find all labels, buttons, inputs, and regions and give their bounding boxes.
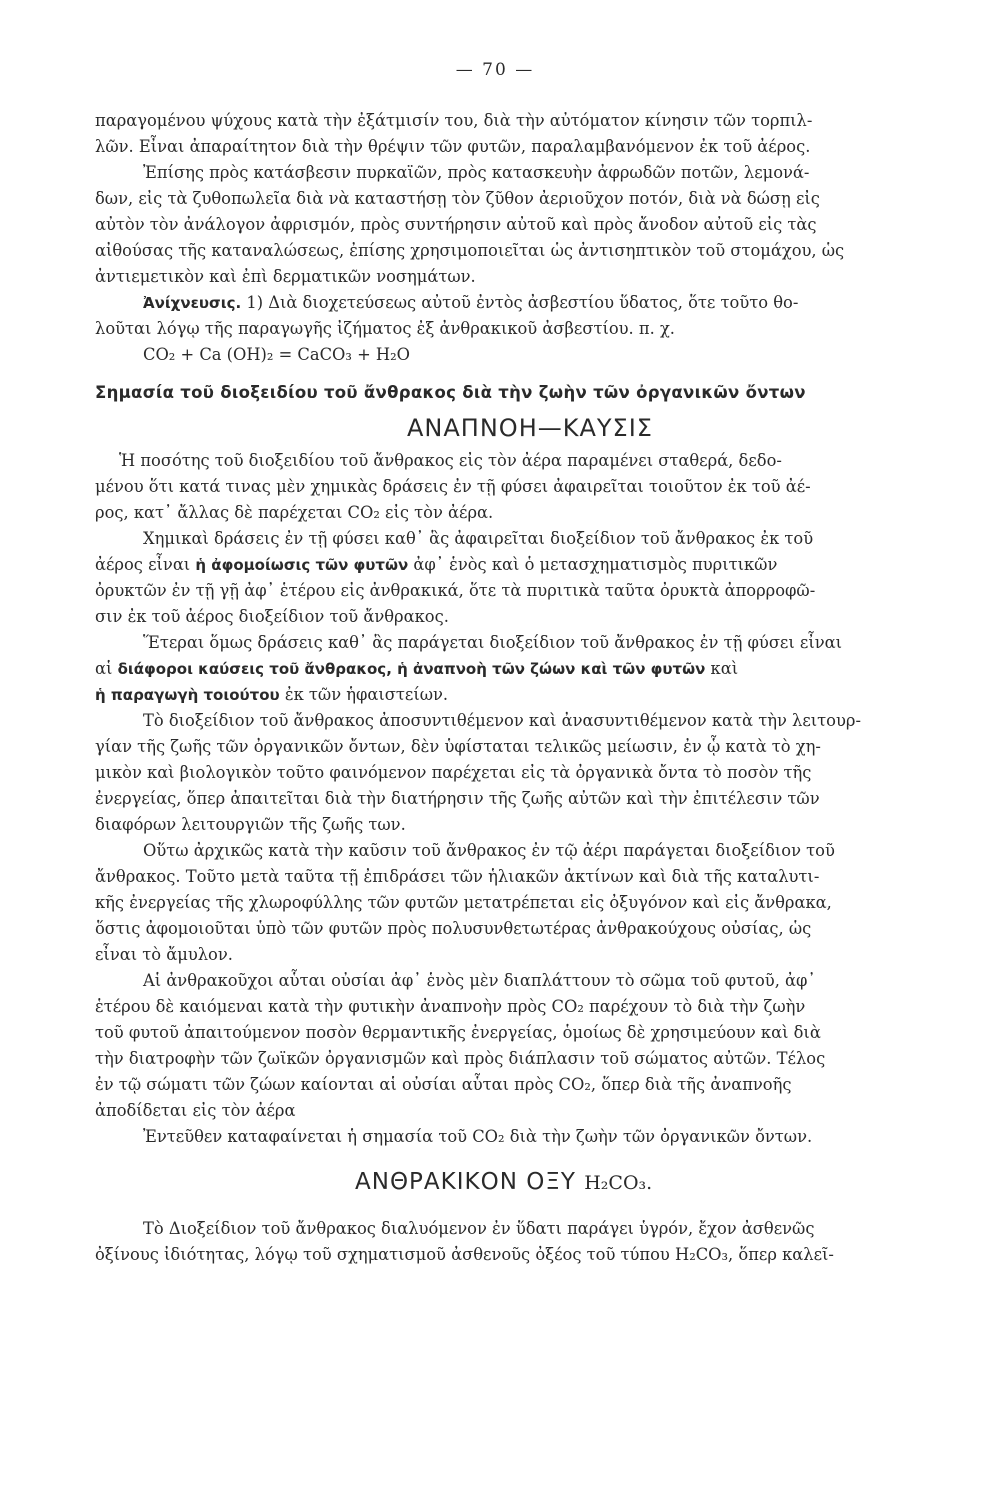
text-line: ἑτέρου δὲ καιόμεναι κατὰ τὴν φυτικὴν ἀναπνοὴν πρὸς CO₂ παρέχουν τὸ διὰ τὴν ζωὴν	[95, 997, 806, 1016]
text-line: γίαν τῆς ζωῆς τῶν ὀργανικῶν ὄντων, δὲν ὑφίσταται τελικῶς μείωσιν, ἐν ᾧ κατὰ τὸ χη-	[95, 737, 821, 756]
text-line: ὀξίνους ἰδιότητας, λόγῳ τοῦ σχηματισμοῦ ἀσθενοῦς ὀξέος τοῦ τύπου H₂CO₃, ὅπερ καλεῖ-	[95, 1245, 834, 1264]
text-line: ἀντιεμετικὸν καὶ ἐπὶ δερματικῶν νοσημάτων.	[95, 267, 476, 286]
chemical-equation: CO₂ + Ca (OH)₂ = CaCO₃ + H₂O	[143, 345, 410, 364]
text-line	[95, 656, 965, 682]
text-line: Ἐντεῦθεν καταφαίνεται ἡ σημασία τοῦ CO₂ διὰ τὴν ζωὴν τῶν ὀργανικῶν ὄντων.	[143, 1127, 813, 1146]
section-title: ΑΝΑΠΝΟΗ—ΚΑΥΣΙΣ	[407, 414, 653, 442]
section-heading: Σημασία τοῦ διοξειδίου τοῦ ἄνθρακος διὰ τὴν ζωὴν τῶν ὀργανικῶν ὄντων	[95, 383, 806, 402]
detection-line	[95, 290, 965, 316]
emphasis-production: ἡ παραγωγὴ τοιούτου	[95, 686, 280, 704]
body-text	[95, 108, 965, 1268]
text-line: ὀρυκτῶν ἐν τῇ γῇ ἀφ᾽ ἑτέρου εἰς ἀνθρακικά, ὅτε τὰ πυριτικὰ ταῦτα ὀρυκτὰ ἀπορροφῶ-	[95, 581, 816, 600]
text-line: ἄνθρακος. Τοῦτο μετὰ ταῦτα τῇ ἐπιδράσει τῶν ἡλιακῶν ἀκτίνων καὶ διὰ τῆς καταλυτι-	[95, 867, 820, 886]
text-line: μένου ὅτι κατά τινας μὲν χημικὰς δράσεις ἐν τῇ φύσει ἀφαιρεῖται τοιοῦτον ἐκ τοῦ ἀέ-	[95, 477, 811, 496]
title-formula: H₂CO₃.	[584, 1172, 653, 1194]
text-line: τοῦ φυτοῦ ἀπαιτούμενον ποσὸν θερμαντικῆς ἐνεργείας, ὁμοίως δὲ χρησιμεύουν καὶ διὰ	[95, 1023, 821, 1042]
text-span: ἐκ τῶν ἡφαιστείων.	[279, 685, 449, 704]
carbonic-acid-title	[95, 1150, 965, 1202]
text-span: ἀέρος εἶναι	[95, 555, 196, 574]
text-line: Ἕτεραι ὅμως δράσεις καθ᾽ ἃς παράγεται διοξείδιον τοῦ ἄνθρακος ἐν τῇ φύσει εἶναι	[143, 633, 843, 652]
detection-text: 1) Διὰ διοχετεύσεως αὐτοῦ ἐντὸς ἀσβεστίου ὕδατος, ὅτε τοῦτο θο-	[241, 293, 799, 312]
text-line: Τὸ διοξείδιον τοῦ ἄνθρακος ἀποσυντιθέμενον καὶ ἀνασυντιθέμενον κατὰ τὴν λειτουρ-	[143, 711, 861, 730]
emphasis-assimilation: ἡ ἀφομοίωσις τῶν φυτῶν	[195, 556, 409, 574]
text-line: Τὸ Διοξείδιον τοῦ ἄνθρακος διαλυόμενον ἐν ὕδατι παράγει ὑγρόν, ἔχον ἀσθενῶς	[143, 1219, 815, 1238]
text-line: διαφόρων λειτουργιῶν τῆς ζωῆς των.	[95, 815, 406, 834]
text-line: εἶναι τὸ ἄμυλον.	[95, 945, 233, 964]
text-line	[95, 682, 965, 708]
text-line: δων, εἰς τὰ ζυθοπωλεῖα διὰ νὰ καταστήσῃ τὸν ζῦθον ἀεριοῦχον ποτόν, διὰ νὰ δώσῃ εἰς	[95, 189, 820, 208]
text-line: ἀποδίδεται εἰς τὸν ἀέρα	[95, 1101, 296, 1120]
text-line: ἐνεργείας, ὅπερ ἀπαιτεῖται διὰ τὴν διατήρησιν τῆς ζωῆς αὐτῶν καὶ τὴν ἐπιτέλεσιν τῶν	[95, 789, 820, 808]
text-span: ἀφ᾽ ἑνὸς καὶ ὁ μετασχηματισμὸς πυριτικῶν	[408, 555, 778, 574]
text-line: ρος, κατ᾽ ἄλλας δὲ παρέχεται CO₂ εἰς τὸν ἀέρα.	[95, 503, 494, 522]
text-line: Ἡ ποσότης τοῦ διοξειδίου τοῦ ἄνθρακος εἰς τὸν ἀέρα παραμένει σταθερά, δεδο-	[119, 451, 782, 470]
text-line: Ἐπίσης πρὸς κατάσβεσιν πυρκαϊῶν, πρὸς κατασκευὴν ἀφρωδῶν ποτῶν, λεμονά-	[143, 163, 810, 182]
text-line: Οὕτω ἀρχικῶς κατὰ τὴν καῦσιν τοῦ ἄνθρακος ἐν τῷ ἀέρι παράγεται διοξείδιον τοῦ	[143, 841, 835, 860]
title-text: ΑΝΘΡΑΚΙΚΟΝ ΟΞΥ	[355, 1169, 576, 1195]
text-line: αἰθούσας τῆς καταναλώσεως, ἐπίσης χρησιμοποιεῖται ὡς ἀντισηπτικὸν τοῦ στομάχου, ὡς	[95, 241, 845, 260]
text-line: λοῦται λόγῳ τῆς παραγωγῆς ἰζήματος ἐξ ἀνθρακικοῦ ἀσβεστίου. π. χ.	[95, 319, 675, 338]
emphasis-combustion: διάφοροι καύσεις τοῦ ἄνθρακος, ἡ ἀναπνοὴ τῶν ζώων καὶ τῶν φυτῶν	[117, 660, 706, 678]
page-number: — 70 —	[455, 60, 535, 80]
text-line: αὐτὸν τὸν ἀνάλογον ἀφρισμόν, πρὸς συντήρησιν αὐτοῦ καὶ πρὸς ἄνοδον αὐτοῦ εἰς τὰς	[95, 215, 817, 234]
text-line: τὴν διατροφὴν τῶν ζωϊκῶν ὀργανισμῶν καὶ πρὸς διάπλασιν τοῦ σώματος αὐτῶν. Τέλος	[95, 1049, 826, 1068]
text-line	[95, 552, 965, 578]
text-line: παραγομένου ψύχους κατὰ τὴν ἐξάτμισίν του, διὰ τὴν αὐτόματον κίνησιν τῶν τορπιλ-	[95, 111, 813, 130]
detection-label: Ἀνίχνευσις.	[143, 294, 242, 312]
text-line: Χημικαὶ δράσεις ἐν τῇ φύσει καθ᾽ ἃς ἀφαιρεῖται διοξείδιον τοῦ ἄνθρακος ἐκ τοῦ	[143, 529, 814, 548]
text-line: ὅστις ἀφομοιοῦται ὑπὸ τῶν φυτῶν πρὸς πολυσυνθετωτέρας ἀνθρακούχους οὐσίας, ὡς	[95, 919, 812, 938]
text-span: καὶ	[705, 659, 739, 678]
text-line: μικὸν καὶ βιολογικὸν τοῦτο φαινόμενον παρέχεται εἰς τὰ ὀργανικὰ ὄντα τὸ ποσὸν τῆς	[95, 763, 812, 782]
text-line: λῶν. Εἶναι ἀπαραίτητον διὰ τὴν θρέψιν τῶν φυτῶν, παραλαμβανόμενον ἐκ τοῦ ἀέρος.	[95, 137, 811, 156]
text-span: αἱ	[95, 659, 118, 678]
text-line: σιν ἐκ τοῦ ἀέρος διοξείδιον τοῦ ἄνθρακος.	[95, 607, 449, 626]
text-line: ἐν τῷ σώματι τῶν ζώων καίονται αἱ οὐσίαι αὗται πρὸς CO₂, ὅπερ διὰ τῆς ἀναπνοῆς	[95, 1075, 792, 1094]
text-line: Αἱ ἀνθρακοῦχοι αὗται οὐσίαι ἀφ᾽ ἑνὸς μὲν διαπλάττουν τὸ σῶμα τοῦ φυτοῦ, ἀφ᾽	[143, 971, 816, 990]
text-line: κῆς ἐνεργείας τῆς χλωροφύλλης τῶν φυτῶν μετατρέπεται εἰς ὀξυγόνον καὶ εἰς ἄνθρακα,	[95, 893, 832, 912]
